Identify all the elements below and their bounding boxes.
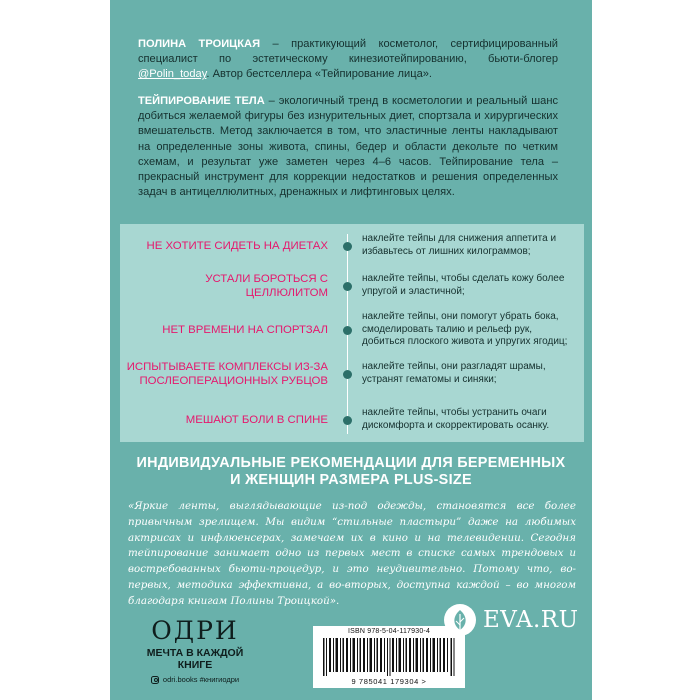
- benefit-row: [120, 266, 584, 306]
- benefit-problem: УСТАЛИ БОРОТЬСЯ С ЦЕЛЛЮЛИТОМ: [205, 273, 328, 299]
- bullet-dot: [343, 370, 352, 379]
- heading-line-2: И ЖЕНЩИН РАЗМЕРА PLUS-SIZE: [230, 472, 472, 488]
- instagram-icon: [151, 676, 159, 684]
- barcode-digits: 9 785041 179304 >: [351, 677, 427, 686]
- author-description: – практикующий косметолог, сертифицированный специалист по эстетическому кинезиотейпированию, бьюти-блогер: [138, 38, 558, 66]
- eva-text: EVA.RU: [483, 607, 579, 633]
- method-term: ТЕЙПИРОВАНИЕ ТЕЛА: [138, 95, 265, 107]
- benefit-row: [120, 400, 584, 440]
- author-handle: @Polin_today: [138, 68, 207, 81]
- publisher-slogan-line-1: МЕЧТА В КАЖДОЙ: [146, 647, 244, 659]
- review-quote: «Яркие ленты, выглядывающие из-под одежды, становятся все более привычным зрелищем. Мы видим “стильные пластыри” даже на любимых актрисах и инфлюенсерах, замечаем их в кино и на телевидении. Сегодня тейпирование занимает одно из первых мест в списке самых трендовых и востребованных бьюти-процедур, и это неудивительно. Потому что, во-первых, методика эффективна, а во-вторых, доступна каждой – во многом благодаря книгам Полины Троицкой».: [128, 500, 576, 607]
- benefit-problem: НЕ ХОТИТЕ СИДЕТЬ НА ДИЕТАХ: [146, 240, 328, 252]
- benefit-solution: наклейте тейпы, чтобы сделать кожу более упругой и эластичной;: [362, 273, 565, 297]
- publisher-social: [135, 675, 255, 684]
- bullet-dot: [343, 282, 352, 291]
- publisher-name: ОДРИ: [151, 616, 239, 645]
- bullet-dot: [343, 242, 352, 251]
- benefit-problem: НЕТ ВРЕМЕНИ НА СПОРТЗАЛ: [162, 324, 328, 336]
- benefit-row: [120, 226, 584, 266]
- bullet-dot: [343, 416, 352, 425]
- isbn-label: ISBN 978-5-04-117930-4: [347, 628, 431, 635]
- back-cover: [110, 0, 592, 700]
- publisher-slogan-line-2: КНИГЕ: [177, 659, 213, 671]
- author-intro: [138, 37, 558, 83]
- benefit-problem: ИСПЫТЫВАЕТЕ КОМПЛЕКСЫ ИЗ-ЗА ПОСЛЕОПЕРАЦИОННЫХ РУБЦОВ: [126, 361, 328, 387]
- publisher-slogan: [135, 647, 255, 671]
- publisher-logo: [135, 618, 255, 684]
- heading-line-1: ИНДИВИДУАЛЬНЫЕ РЕКОМЕНДАЦИИ ДЛЯ БЕРЕМЕННЫХ: [136, 455, 566, 471]
- author-description-end: . Автор бестселлера «Тейпирование лица».: [206, 68, 432, 81]
- benefit-row: [120, 354, 584, 394]
- method-intro: [138, 94, 558, 200]
- benefit-problem: МЕШАЮТ БОЛИ В СПИНЕ: [185, 414, 328, 426]
- leaf-icon: [443, 603, 477, 637]
- barcode-bars: [321, 638, 457, 676]
- benefit-solution: наклейте тейпы, чтобы устранить очаги дискомфорта и скорректировать осанку.: [362, 407, 550, 431]
- benefit-row: [120, 310, 584, 350]
- benefit-solution: наклейте тейпы, они разгладят шрамы, устранят гематомы и синяки;: [362, 361, 546, 385]
- method-description: – экологичный тренд в косметологии и реальный шанс добиться желаемой фигуры без изнурительных диет, спортзала и хирургических вмешательств. Метод заключается в том, что эластичные ленты накладывают на определенные зоны живота, спины, бедер и области декольте по четким схемам, и результат уже заметен через 4–6 часов. Тейпирование тела – прекрасный инструмент для коррекции недостатков и решения определенных задач в антицеллюлитных, дренажных и лифтинговых целях.: [138, 95, 559, 199]
- publisher-social-text: odri.books #книгиодри: [162, 675, 240, 684]
- benefit-solution: наклейте тейпы, они помогут убрать бока, смоделировать талию и рельеф рук, добиться плоского живота и упругих ягодиц;: [362, 311, 568, 348]
- benefit-solution: наклейте тейпы для снижения аппетита и избавьтесь от лишних килограммов;: [362, 233, 557, 257]
- benefits-panel: [120, 224, 584, 442]
- eva-logo: [443, 600, 583, 640]
- recommendations-heading: [110, 455, 592, 489]
- author-name: ПОЛИНА ТРОИЦКАЯ: [138, 38, 261, 50]
- bullet-dot: [343, 326, 352, 335]
